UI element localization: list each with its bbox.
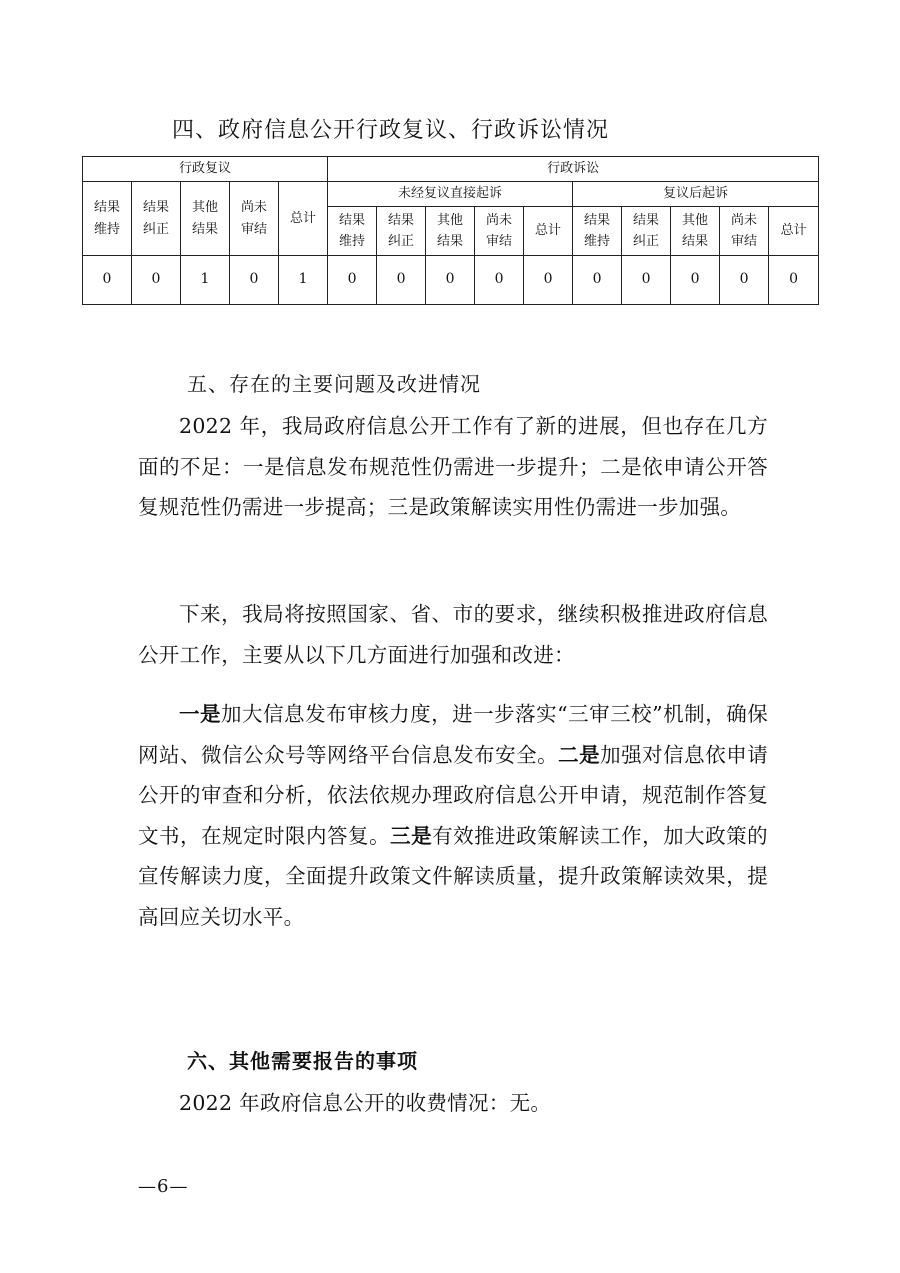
value-cell: 0	[573, 256, 622, 305]
header-cell: 其他 结果	[426, 207, 475, 256]
value-cell: 1	[181, 256, 230, 305]
paragraph-plan: 下来，我局将按照国家、省、市的要求，继续积极推进政府信息公开工作，主要从以下几方面进行加强和改进：	[138, 602, 768, 667]
section-6-heading: 六、其他需要报告的事项	[187, 1049, 418, 1073]
subgroup-header-after: 复议后起诉	[573, 182, 819, 207]
header-cell: 总计	[524, 207, 573, 256]
value-cell: 0	[426, 256, 475, 305]
header-cell: 结果 维持	[573, 207, 622, 256]
value-cell: 0	[377, 256, 426, 305]
group-header-litigation: 行政诉讼	[328, 157, 819, 182]
paragraph-problems: 2022 年，我局政府信息公开工作有了新的进展，但也存在几方面的不足：一是信息发布规范性仍需进一步提升；二是依申请公开答复规范性仍需进一步提高；三是政策解读实用性仍需进一步加强。	[138, 414, 768, 519]
value-cell: 0	[769, 256, 819, 305]
value-cell: 0	[622, 256, 671, 305]
page-number: —6—	[138, 1176, 189, 1197]
header-cell: 结果 纠正	[132, 182, 181, 256]
header-cell: 尚未 审结	[230, 182, 279, 256]
value-cell: 0	[671, 256, 720, 305]
group-header-review: 行政复议	[83, 157, 328, 182]
measure-text-2: 加强对信息依申请公开的审查和分析，依法依规办理政府信息公开申请，规范制作答复文书，在规定时限内答复。	[138, 742, 769, 848]
header-cell: 其他 结果	[671, 207, 720, 256]
section-5-heading: 五、存在的主要问题及改进情况	[187, 372, 481, 396]
value-cell: 0	[720, 256, 769, 305]
paragraph-measures	[138, 694, 768, 937]
paragraph-fees: 2022 年政府信息公开的收费情况：无。	[179, 1091, 552, 1115]
header-cell: 结果 维持	[328, 207, 377, 256]
value-cell: 0	[132, 256, 181, 305]
header-cell: 其他 结果	[181, 182, 230, 256]
value-cell: 0	[328, 256, 377, 305]
review-litigation-table	[82, 156, 819, 305]
value-cell: 0	[475, 256, 524, 305]
value-cell: 0	[524, 256, 573, 305]
measure-lead-2: 二是	[558, 742, 601, 767]
header-cell: 总计	[769, 207, 819, 256]
section-4-heading: 四、政府信息公开行政复议、行政诉讼情况	[172, 118, 610, 143]
measure-lead-3: 三是	[390, 823, 433, 848]
value-cell: 0	[83, 256, 132, 305]
header-cell: 尚未 审结	[720, 207, 769, 256]
subgroup-header-direct: 未经复议直接起诉	[328, 182, 573, 207]
measure-text-3: 有效推进政策解读工作，加大政策的宣传解读力度，全面提升政策文件解读质量，提升政策解读效果，提高回应关切水平。	[138, 823, 768, 929]
header-cell: 结果 维持	[83, 182, 132, 256]
value-cell: 0	[230, 256, 279, 305]
header-cell: 总计	[279, 182, 328, 256]
value-cell: 1	[279, 256, 328, 305]
header-cell: 尚未 审结	[475, 207, 524, 256]
header-cell: 结果 纠正	[377, 207, 426, 256]
measure-lead-1: 一是	[179, 702, 222, 726]
measure-text-1: 加大信息发布审核力度，进一步落实“三审三校”机制，确保网站、微信公众号等网络平台信息发布安全。	[138, 702, 769, 767]
header-cell: 结果 纠正	[622, 207, 671, 256]
